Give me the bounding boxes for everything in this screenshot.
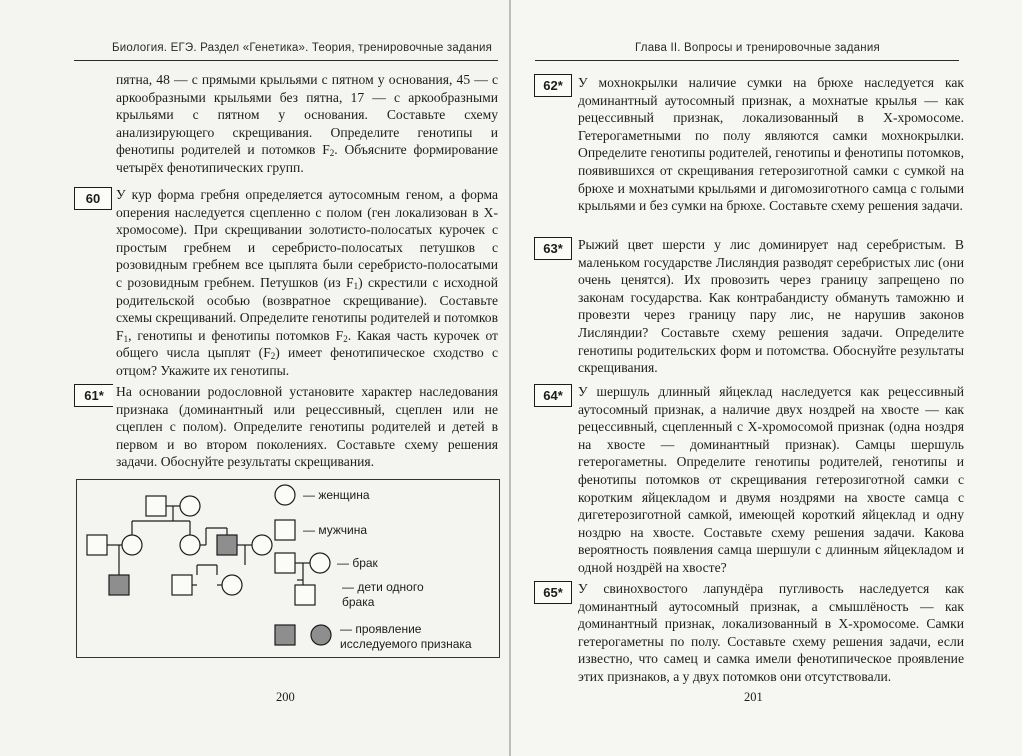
female-ii-3 bbox=[252, 535, 272, 555]
question-62-number: 62* bbox=[534, 74, 572, 97]
male-i bbox=[146, 496, 166, 516]
continuation-text: пятна, 48 — с прямыми крыльями с пятном у основания, 45 — с аркообразными крыльями без пятна, 17 — с аркообразными крыльями с пятном у основания. Составьте схему анализирующего скрещивания. Определите генотипы и фенотипы родителей и потомков $F_2$. Объясните формирование четырёх фенотипических групп. bbox=[116, 72, 499, 175]
page-number-left: 200 bbox=[276, 690, 295, 704]
left-page bbox=[0, 0, 509, 756]
legend-child-symbol bbox=[295, 585, 315, 605]
question-65-text: У свинохвостого лапундёра пугливость наследуется как доминантный аутосомный признак, а смышлёность — как доминантный признак, локализованный в X-хромосоме. Самки гетерогаметны по полу. Составьте схему решения задачи, если известно, что самец и самка имели фенотипическое проявление этих признаков, а у двух потомков они отсутствовали. bbox=[578, 581, 964, 684]
legend-affected-female bbox=[311, 625, 331, 645]
question-61-text: На основании родословной установите характер наследования признака (доминантный или рецессивный, сцеплен или не сцеплен с полом). Определите генотипы родителей и детей в первом и во втором поколениях. Составьте схему решения задачи. Обоснуйте результаты скрещивания. bbox=[116, 384, 498, 470]
legend-affected-label: — проявление исследуемого признака bbox=[340, 622, 472, 651]
question-64-number: 64* bbox=[534, 384, 572, 407]
legend-affected-male bbox=[275, 625, 295, 645]
legend-marriage-label: — брак bbox=[337, 556, 378, 570]
female-ii-1 bbox=[122, 535, 142, 555]
question-62-text: У мохнокрылки наличие сумки на брюхе наследуется как доминантный аутосомный признак, а мохнатые крылья — как рецессивный признак, локализованный в X-хромосоме. Гетерогаметными по полу являются самки мохнокрылки. Определите генотипы родителей, генотипы и фенотипы потомков, появившихся от скрещивания гетерозиготной самки с сумкой на брюхе и мохнатыми крыльями и дигомозиготного самца с голыми крыльями и без сумки на брюхе. Составьте схему решения задачи. bbox=[578, 75, 964, 214]
question-61-number: 61* bbox=[74, 384, 113, 407]
legend-female-symbol bbox=[275, 485, 295, 505]
legend-male-symbol bbox=[275, 520, 295, 540]
header-rule-right bbox=[535, 60, 959, 61]
running-head-left: Биология. ЕГЭ. Раздел «Генетика». Теория, тренировочные задания bbox=[112, 42, 493, 54]
female-iii-1 bbox=[222, 575, 242, 595]
male-iii-2 bbox=[172, 575, 192, 595]
question-60-text: У кур форма гребня определяется аутосомным геном, а форма оперения наследуется сцепленно с полом (ген локализован в X-хромосоме). При скрещивании золотисто-полосатых курочек с простым гребнем и серебристо-полосатых петушков с розовидным гребнем все цыплята были серебристо-полосатыми с розовидным гребнем. Петушков (из $F_1$) скрестили с исходной родительской особью (возвратное скрещивание). Составьте схемы скрещиваний. Определите генотипы родителей и потомков $F_1$, генотипы и фенотипы потомков $F_2$. Какая часть курочек от общего числа цыплят $(F_2)$ имеет фенотипическое сходство с отцом? Укажите их генотипы. bbox=[116, 187, 498, 378]
legend-marriage-female bbox=[310, 553, 330, 573]
question-60-number: 60 bbox=[74, 187, 112, 210]
female-ii-2 bbox=[180, 535, 200, 555]
legend-siblings-label: — дети одного брака bbox=[342, 580, 424, 609]
female-i bbox=[180, 496, 200, 516]
question-64-text: У шершуль длинный яйцеклад наследуется как рецессивный аутосомный признак, а наличие двух ноздрей на хвосте — как рецессивный, сцепленный с X-хромосомой признак (одна ноздря на хвосте — доминантный признак). Самцы шершуль гетерогаметны. Определите генотипы родителей, генотипы и фенотипы потомков от скрещивания гетерозиготной самки с коротким яйцекладом и двумя ноздрями на хвосте самца с дигетерозиготной самкой, имеющей короткий яйцеклад и одну ноздрю на хвосте. Составьте схему решения задачи. Какова вероятность появления самца шершули с длинным яйцекладом и одной ноздрёй на хвосте? bbox=[578, 384, 964, 575]
question-65-number: 65* bbox=[534, 581, 572, 604]
right-page bbox=[511, 0, 1022, 756]
legend-marriage-male bbox=[275, 553, 295, 573]
page-number-right: 201 bbox=[744, 690, 763, 704]
male-ii-2 bbox=[217, 535, 237, 555]
question-63-number: 63* bbox=[534, 237, 572, 260]
question-63-text: Рыжий цвет шерсти у лис доминирует над серебристым. В маленьком государстве Лисляндия разводят серебристых лис (они очень ценятся). Их провозить через границу запрещено по законам государства. Как контрабандисту обмануть таможню и провезти через границу пару лис, не нарушив законов Лисляндии? Составьте схему решения задачи. Определите генотипы родительских форм и потомства. Обоснуйте результаты скрещивания. bbox=[578, 237, 964, 376]
legend-male-label: — мужчина bbox=[303, 523, 368, 537]
legend-female-label: — женщина bbox=[303, 488, 370, 502]
pedigree-figure bbox=[76, 479, 500, 658]
male-iii-1 bbox=[109, 575, 129, 595]
header-rule-left bbox=[74, 60, 498, 61]
running-head-right: Глава II. Вопросы и тренировочные задания bbox=[635, 42, 880, 54]
male-ii-1 bbox=[87, 535, 107, 555]
